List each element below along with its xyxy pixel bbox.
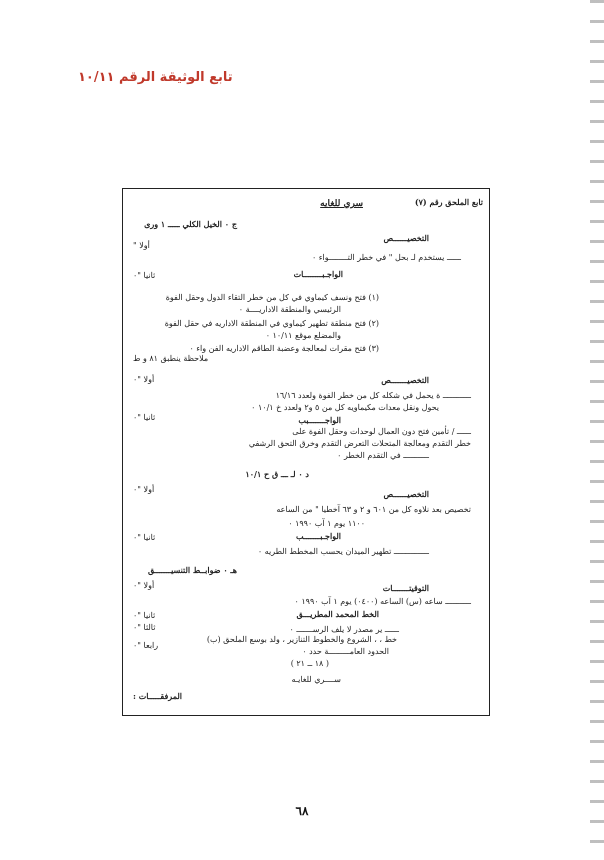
sec2-first-heading: التخصيـــــــص [381, 375, 429, 385]
note-line: ملاحظة ينطبق ٨١ و ط [133, 354, 209, 363]
classification-label: سري للغايه [320, 199, 363, 209]
scan-edge-marks [590, 0, 604, 860]
sec2-text-4: خطر التقدم ومعالجة المتحلات التعرض التقدم وخرق التحق الرشفي [248, 439, 471, 448]
sec1-first-marker: أولا " [133, 241, 150, 250]
item-1-cont: الرئيسي والمنطقة الاداريــــة ٠ [238, 305, 341, 314]
item-3: (٣) فتح مقرات لمعالجة وعضبة الطاقم الاداريه الفن واء ٠ [189, 344, 379, 353]
sec1-first-heading: التخصيــــــص [383, 233, 429, 243]
section-c-title: ج ٠ الخيل الكلي ـــــ ١ ورى [144, 219, 237, 229]
item-2-cont: والمضلع موقع ١٠/١١ ٠ [265, 331, 341, 340]
sec2-text-2: يحول ونقل معدات مكيماويه كل من ٥ و٢ ولعدد خ ١٠/١ ٠ [251, 403, 439, 412]
sec1-first-text: ــــــ يستخدم لـ بحل " في خطر التــــــــواء ٠ [311, 253, 461, 262]
sec4-text-1: ـــــــــــ ساعه (س) الساعه (٠٤٠٠) يوم ١ آب ١٩٩٠ ٠ [294, 597, 471, 606]
sec2-text-3: ــــــ / تأمين فتح دون العمال لوحدات وحقل الفوة على [292, 427, 471, 436]
item-2: (٢) فتح منطقة تطهير كيماوي في المنطقة الاداريه في حقل الفوة [164, 319, 379, 328]
sec4-third-text: ــــــ ير مصدر لا يلف الرســـــــ ٠ [289, 625, 399, 634]
section-d-title: د ٠ لـ ـــ ق ح ١٠/١ [245, 469, 309, 479]
scanned-document [122, 188, 490, 716]
sec4-third-marker: ثالثا "٠ [133, 623, 156, 632]
sec3-second-heading: الواجـبـــــــب [296, 531, 341, 541]
item-1: (١) فتح ونسف كيماوي في كل من خطر التقاء الدول وحقل الفوة [165, 293, 379, 302]
sec3-second-marker: ثانيا "٠ [133, 533, 156, 542]
sec4-fourth-text-2: الحدود العامـــــــــة حدد ٠ [302, 647, 389, 656]
sec1-second-marker: ثانيا "٠ [133, 271, 156, 280]
sec1-second-heading: الواجـبــــــــات [293, 269, 343, 279]
sec3-text-3: ـــــــــــــــ تطهير الميدان يحسب المخطط الطريه ٠ [257, 547, 429, 556]
sec2-text-1: ــــــــــــ ة يحمل في شكله كل من خطر الفوة ولعدد ١٦/١٦ [275, 391, 471, 400]
sec4-second-marker: ثانيا "٠ [133, 611, 156, 620]
sec3-first-heading: التخصيــــــص [383, 489, 429, 499]
sec4-second-heading: الخط المحمد المطريـــق [296, 609, 379, 619]
sec3-first-marker: أولا "٠ [133, 485, 155, 494]
sec2-second-heading: الواجـــــــبب [298, 415, 341, 425]
sec2-text-5: ـــــــــــ في التقدم الخطر ٠ [337, 451, 429, 460]
sec3-text-2: ١١٠٠ يوم ١ آب ١٩٩٠ ٠ [288, 519, 365, 528]
sec3-text-1: تخصيص بعد نلاوه كل من ٦٠١ و ٢ و ٦٣ آخطيا " من الساعه [276, 505, 471, 514]
sec4-fourth-text: خط ، ، الشروع والخطوط التنازير ، ولد بوسع الملحق (ب) [206, 635, 397, 644]
sec4-reference: ( ١٨ ــ ٢١ ) [290, 659, 329, 668]
section-h-title: هـ ٠ ضوابــط التنسيـــــــق [148, 565, 237, 575]
document-continuation-title: تابع الوثيقة الرقم ١٠/١١ [78, 70, 233, 85]
sec4-fourth-marker: رابعا "٠ [133, 641, 159, 650]
closing-classification: ســــري للغايـه [291, 675, 341, 684]
sec2-second-marker: ثانيا "٠ [133, 413, 156, 422]
sec4-first-marker: أولا "٠ [133, 581, 155, 590]
page-number: ٦٨ [295, 804, 309, 818]
sec4-first-heading: التوقيتـــــــات [382, 583, 429, 593]
sec2-first-marker: أولا "٠ [133, 375, 155, 384]
attachments-label: المرفقـــــات : [133, 691, 182, 701]
annex-label: تابع الملحق رقم (٧) [414, 197, 483, 207]
